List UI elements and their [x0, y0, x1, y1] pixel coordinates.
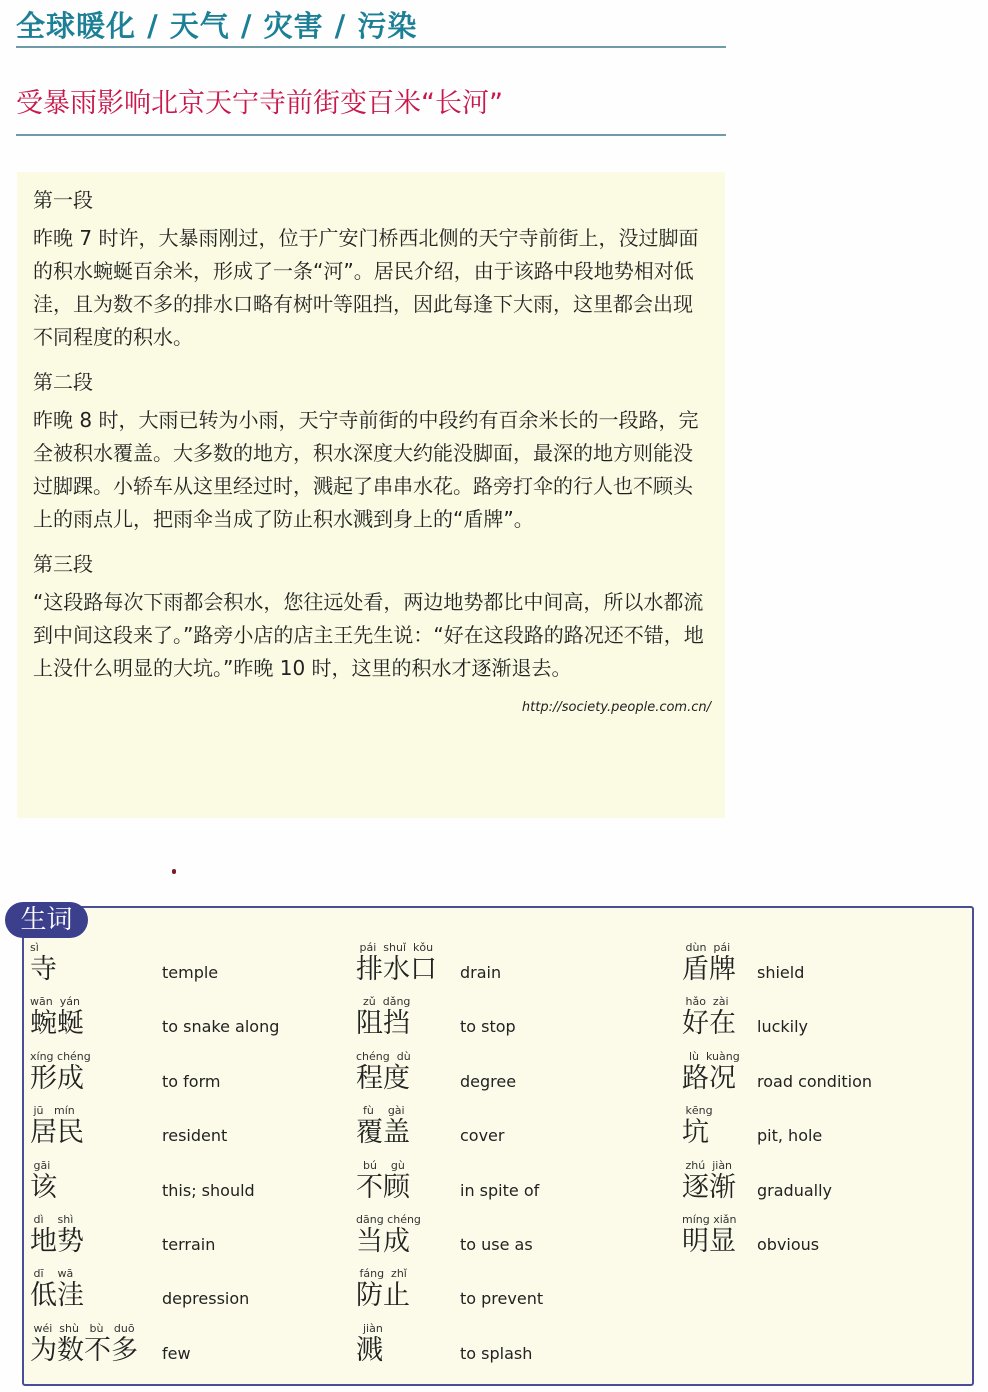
pinyin: dì shì: [30, 1212, 74, 1226]
paragraph-heading: 第一段: [33, 188, 93, 212]
pinyin: zǔ dǎng: [356, 995, 411, 1009]
hanzi: 蜿蜒: [30, 1008, 84, 1040]
pinyin: zhú jiàn: [682, 1158, 733, 1172]
source-link[interactable]: http://society.people.com.cn/: [521, 700, 711, 715]
pinyin: míng xiǎn: [682, 1212, 737, 1226]
pinyin: lù kuàng: [682, 1049, 740, 1063]
hanzi: 为数不多: [30, 1334, 138, 1366]
pinyin: sì: [30, 941, 39, 954]
english: cover: [460, 1126, 505, 1146]
english: gradually: [757, 1180, 832, 1200]
english: shield: [757, 963, 805, 982]
hanzi: 溅: [356, 1334, 383, 1366]
hanzi: 程度: [356, 1062, 410, 1094]
article-box: [17, 172, 725, 818]
english: depression: [162, 1289, 250, 1309]
english: obvious: [757, 1234, 820, 1254]
pinyin: kēng: [682, 1104, 713, 1118]
title-divider: [16, 46, 726, 48]
english: to snake along: [162, 1017, 280, 1037]
hanzi: 居民: [30, 1117, 84, 1149]
pinyin: wān yán: [30, 995, 80, 1009]
english: few: [162, 1343, 191, 1363]
paragraph-text: “这段路每次下雨都会积水，您往远处看，两边地势都比中间高，所以水都流到中间这段来了。”路旁小店的店主王先生说：“好在这段路的路况还不错，地上没什么明显的大坑。”昨晚 10 时，这里的积水才逐渐退去。: [33, 590, 704, 680]
hanzi: 坑: [682, 1117, 709, 1149]
hanzi: 盾牌: [682, 954, 736, 985]
pinyin: hǎo zài: [682, 995, 729, 1009]
hanzi: 当成: [356, 1225, 410, 1257]
english: to splash: [460, 1343, 533, 1363]
pinyin: pái shuǐ kǒu: [356, 941, 434, 954]
english: to use as: [460, 1234, 533, 1254]
hanzi: 阻挡: [356, 1008, 410, 1040]
hanzi: 明显: [682, 1225, 736, 1257]
english: this; should: [162, 1180, 255, 1200]
english: road condition: [757, 1071, 873, 1091]
ink-speck: [172, 869, 176, 874]
english: in spite of: [460, 1180, 540, 1200]
english: to form: [162, 1071, 221, 1091]
pinyin: gāi: [30, 1158, 51, 1172]
hanzi: 寺: [30, 954, 57, 985]
paragraph-text: 昨晚 7 时许，大暴雨刚过，位于广安门桥西北侧的天宁寺前街上，没过脚面的积水蜿蜒百余米，形成了一条“河”。居民介绍，由于该路中段地势相对低洼，且为数不多的排水口略有树叶等阻挡，因此每逢下大雨，这里都会出现不同程度的积水。: [33, 226, 699, 349]
english: terrain: [162, 1234, 216, 1254]
pinyin: wéi shù bù duō: [30, 1321, 135, 1335]
pinyin: jū mín: [30, 1104, 75, 1118]
vocabulary-label: 生词: [5, 902, 88, 938]
paragraph-text: 昨晚 8 时，大雨已转为小雨，天宁寺前街的中段约有百余米长的一段路，完全被积水覆盖。大多数的地方，积水深度大约能没脚面，最深的地方则能没过脚踝。小轿车从这里经过时，溅起了串串水花。路旁打伞的行人也不顾头上的雨点儿，把雨伞当成了防止积水溅到身上的“盾牌”。: [33, 408, 699, 531]
section-title: 全球暖化 / 天气 / 灾害 / 污染: [16, 9, 418, 43]
english: to stop: [460, 1017, 516, 1037]
pinyin: jiàn: [356, 1321, 383, 1335]
hanzi: 防止: [356, 1280, 410, 1312]
hanzi: 不顾: [356, 1171, 410, 1203]
pinyin: chéng dù: [356, 1049, 411, 1063]
english: pit, hole: [757, 1126, 823, 1146]
paragraph-heading: 第三段: [33, 552, 93, 576]
hanzi: 覆盖: [356, 1117, 410, 1149]
article-title: 受暴雨影响北京天宁寺前街变百米“长河”: [16, 88, 503, 119]
hanzi: 好在: [682, 1008, 736, 1040]
english: temple: [162, 963, 219, 982]
english: to prevent: [460, 1289, 544, 1309]
hanzi: 低洼: [30, 1280, 84, 1312]
hanzi: 形成: [30, 1062, 84, 1094]
title-divider: [16, 134, 726, 136]
pinyin: fù gài: [356, 1104, 405, 1118]
english: luckily: [757, 1017, 809, 1037]
english: resident: [162, 1126, 228, 1146]
pinyin: xíng chéng: [30, 1049, 91, 1063]
english: drain: [460, 963, 502, 982]
hanzi: 逐渐: [682, 1171, 736, 1203]
pinyin: fáng zhǐ: [356, 1267, 407, 1281]
hanzi: 排水口: [356, 954, 437, 985]
pinyin: dùn pái: [682, 941, 731, 954]
hanzi: 路况: [682, 1062, 736, 1094]
pinyin: bú gù: [356, 1158, 405, 1172]
pinyin: dāng chéng: [356, 1212, 421, 1226]
english: degree: [460, 1071, 517, 1091]
paragraph-heading: 第二段: [33, 370, 93, 394]
pinyin: dī wā: [30, 1267, 74, 1281]
hanzi: 该: [30, 1171, 57, 1203]
hanzi: 地势: [30, 1225, 84, 1257]
